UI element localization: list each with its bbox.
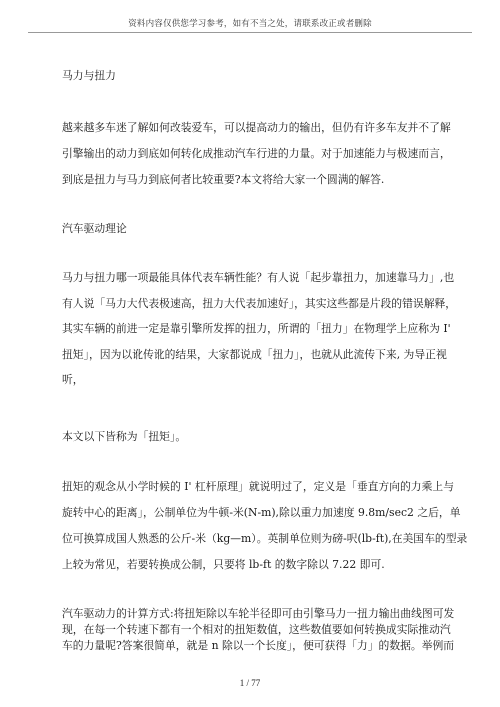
intro-line-2: 引擎输出的动力到底如何转化成推动汽车行进的力量。对于加速能力与极速而言， [62,147,451,160]
document-title: 马力与扭力 [62,69,116,82]
note-line: 本文以下皆称为「扭矩」。 [62,430,187,443]
theory-line-1: 马力与扭力哪一项最能具体代表车辆性能？有人说「起步靠扭力，加速靠马力」,也 [62,271,455,284]
theory-line-5: 听， [62,373,84,386]
calc-line-2: 现，在每一个转速下都有一个相对的扭矩数值，这些数值要如何转换成实际推动汽 [62,623,451,636]
header-notice: 资料内容仅供您学习参考，如有不当之处，请联系改正或者删除 [128,19,372,29]
calc-line-1: 汽车驱动力的计算方式:将扭矩除以车轮半径即可由引擎马力一扭力输出曲线图可发 [62,607,455,620]
torque-line-4: 上较为常见，若要转换成公制，只要将 lb-ft 的数字除以 7.22 即可. [62,558,385,571]
intro-line-1: 越来越多车迷了解如何改装爱车，可以提高动力的输出，但仍有许多车友并不了解 [62,121,451,134]
section-heading: 汽车驱动理论 [62,222,127,235]
theory-line-4: 扭矩」，因为以讹传讹的结果，大家都说成「扭力」，也就从此流传下来, 为导正视 [62,348,447,361]
torque-line-1: 扭矩的观念从小学时候的 I' 杠杆原理」就说明过了，定义是「垂直方向的力乘上与 [62,480,454,493]
torque-line-3: 位可换算成国人熟悉的公斤-米（kg—m）。英制单位则为磅-呎(lb-ft),在美国车的型录 [62,532,468,545]
calc-line-3: 车的力量呢?答案很简单，就是 n 除以一个长度」，便可获得「力」的数据。举例而 [62,639,455,652]
header-divider [28,32,472,33]
page-number: 1 / 77 [239,678,261,688]
theory-line-2: 有人说「马力大代表极速高，扭力大代表加速好」，其实这些都是片段的错误解释， [62,297,457,310]
theory-line-3: 其实车辆的前进一定是靠引擎所发挥的扭力，所谓的「扭力」在物理学上应称为 I' [62,322,451,335]
torque-line-2: 旋转中心的距离」，公制单位为牛顿-米(N-m),除以重力加速度 9.8m/sec2 之后，单 [62,506,461,519]
intro-line-3: 到底是扭力与马力到底何者比较重要?本文将给大家一个圆满的解答. [62,173,385,186]
